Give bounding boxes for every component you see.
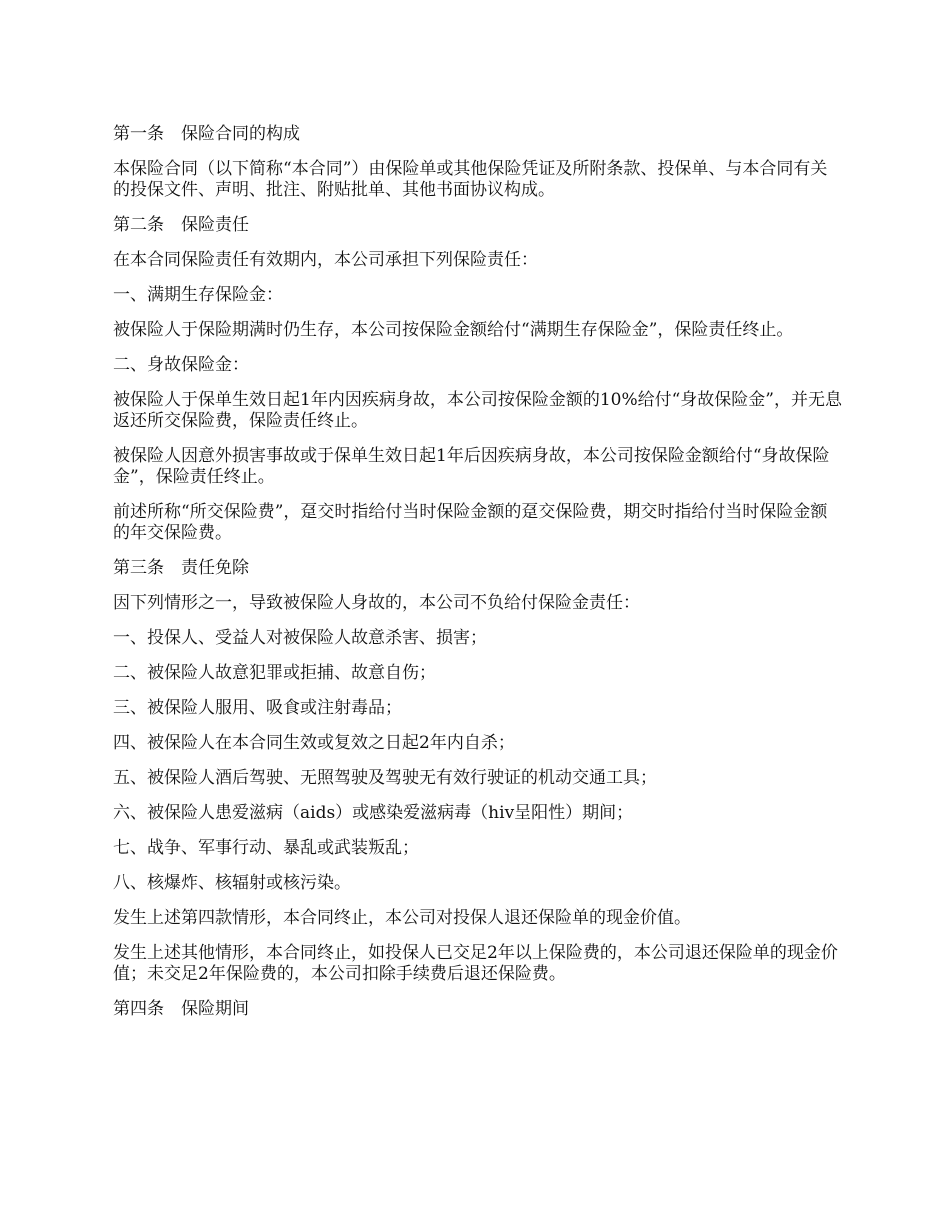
exclusion-item-7: 七、战争、军事行动、暴乱或武装叛乱； — [113, 838, 419, 858]
exclusion-consequence-2: 发生上述其他情形，本合同终止，如投保人已交足2年以上保险费的，本公司退还保险单的现金价值；未交足2年保险费的，本公司扣除手续费后退还保险费。 — [113, 943, 838, 984]
exclusion-consequence-1: 发生上述第四款情形，本合同终止，本公司对投保人退还保险单的现金价值。 — [113, 908, 691, 928]
death-benefit-title: 二、身故保险金： — [113, 355, 249, 375]
exclusion-item-8: 八、核爆炸、核辐射或核污染。 — [113, 873, 351, 893]
exclusion-intro: 因下列情形之一，导致被保险人身故的，本公司不负给付保险金责任： — [113, 593, 640, 613]
article-4-heading: 第四条 保险期间 — [113, 999, 249, 1019]
article-1-text: 本保险合同（以下简称“本合同”）由保险单或其他保险凭证及所附条款、投保单、与本合同有关的投保文件、声明、批注、附贴批单、其他书面协议构成。 — [113, 159, 828, 200]
exclusion-item-3: 三、被保险人服用、吸食或注射毒品； — [113, 698, 402, 718]
article-2-heading: 第二条 保险责任 — [113, 215, 249, 235]
exclusion-item-2: 二、被保险人故意犯罪或拒捕、故意自伤； — [113, 663, 436, 683]
article-3-heading: 第三条 责任免除 — [113, 558, 249, 578]
death-benefit-text-2: 被保险人因意外损害事故或于保单生效日起1年后因疾病身故，本公司按保险金额给付“身故保险金”，保险责任终止。 — [113, 446, 830, 487]
exclusion-item-1: 一、投保人、受益人对被保险人故意杀害、损害； — [113, 628, 487, 648]
exclusion-item-4: 四、被保险人在本合同生效或复效之日起2年内自杀； — [113, 733, 515, 753]
death-benefit-text-1: 被保险人于保单生效日起1年内因疾病身故，本公司按保险金额的10%给付“身故保险金”，并无息返还所交保险费，保险责任终止。 — [113, 390, 842, 431]
article-1-heading: 第一条 保险合同的构成 — [113, 124, 300, 144]
premium-definition: 前述所称“所交保险费”，趸交时指给付当时保险金额的趸交保险费，期交时指给付当时保险金额的年交保险费。 — [113, 502, 828, 543]
maturity-benefit-text: 被保险人于保险期满时仍生存，本公司按保险金额给付“满期生存保险金”，保险责任终止。 — [113, 320, 794, 340]
article-2-intro: 在本合同保险责任有效期内，本公司承担下列保险责任： — [113, 250, 538, 270]
document-body — [113, 124, 843, 1034]
maturity-benefit-title: 一、满期生存保险金： — [113, 285, 283, 305]
exclusion-item-5: 五、被保险人酒后驾驶、无照驾驶及驾驶无有效行驶证的机动交通工具； — [113, 768, 657, 788]
exclusion-item-6: 六、被保险人患爱滋病（aids）或感染爱滋病毒（hiv呈阳性）期间； — [113, 803, 634, 823]
